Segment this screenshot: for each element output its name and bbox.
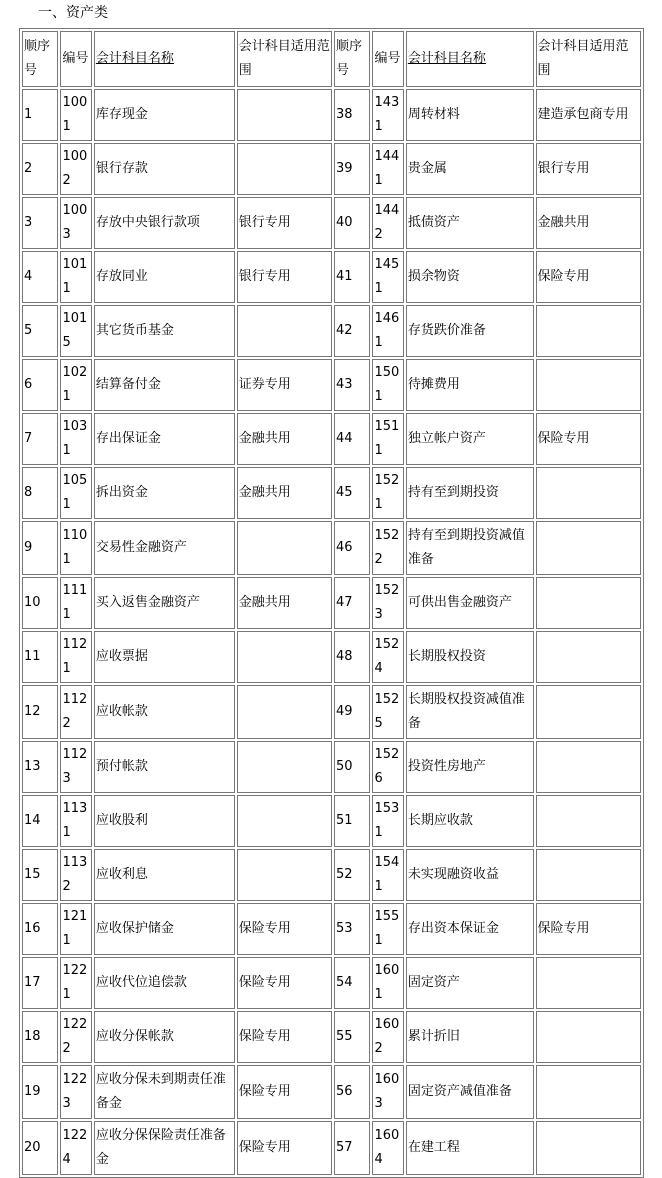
table-row [22, 305, 641, 357]
cell-scope-right: 银行专用 [536, 143, 641, 195]
cell-scope-left [237, 685, 332, 739]
cell-seq-right: 45 [334, 467, 370, 519]
cell-scope-left: 银行专用 [237, 197, 332, 249]
cell-scope-right [536, 359, 641, 411]
cell-seq-right: 52 [334, 849, 370, 901]
header-row [22, 31, 641, 87]
table-row [22, 251, 641, 303]
table-row [22, 1121, 641, 1175]
cell-scope-left: 证券专用 [237, 359, 332, 411]
cell-scope-left [237, 143, 332, 195]
cell-seq-right: 39 [334, 143, 370, 195]
cell-seq-right: 56 [334, 1065, 370, 1119]
accounts-table [19, 28, 644, 1178]
cell-name-left: 应收股利 [94, 795, 235, 847]
cell-name-left: 应收保护储金 [94, 903, 235, 955]
cell-scope-right [536, 1011, 641, 1063]
cell-code-left: 1224 [60, 1121, 91, 1175]
cell-seq-left: 7 [22, 413, 58, 465]
cell-seq-left: 2 [22, 143, 58, 195]
cell-code-left: 1111 [60, 577, 91, 629]
cell-scope-right: 保险专用 [536, 413, 641, 465]
table-row [22, 359, 641, 411]
cell-seq-left: 20 [22, 1121, 58, 1175]
cell-name-left: 应收帐款 [94, 685, 235, 739]
cell-seq-left: 4 [22, 251, 58, 303]
cell-name-right: 在建工程 [406, 1121, 534, 1175]
cell-name-left: 应收利息 [94, 849, 235, 901]
cell-name-right: 投资性房地产 [406, 741, 534, 793]
cell-name-left: 其它货币基金 [94, 305, 235, 357]
cell-name-left: 应收分保保险责任准备金 [94, 1121, 235, 1175]
cell-name-right: 周转材料 [406, 89, 534, 141]
cell-code-right: 1442 [372, 197, 403, 249]
cell-scope-right [536, 631, 641, 683]
cell-code-right: 1602 [372, 1011, 403, 1063]
cell-scope-left: 保险专用 [237, 957, 332, 1009]
header-seq-left: 顺序号 [22, 31, 58, 87]
table-row [22, 143, 641, 195]
cell-seq-right: 57 [334, 1121, 370, 1175]
cell-scope-right [536, 521, 641, 575]
cell-name-right: 贵金属 [406, 143, 534, 195]
cell-name-left: 存出保证金 [94, 413, 235, 465]
cell-name-left: 应收票据 [94, 631, 235, 683]
table-body [22, 31, 641, 1175]
cell-seq-left: 3 [22, 197, 58, 249]
cell-code-left: 1121 [60, 631, 91, 683]
cell-name-right: 长期应收款 [406, 795, 534, 847]
cell-seq-left: 16 [22, 903, 58, 955]
cell-code-right: 1604 [372, 1121, 403, 1175]
cell-code-right: 1541 [372, 849, 403, 901]
cell-code-right: 1523 [372, 577, 403, 629]
cell-name-right: 长期股权投资 [406, 631, 534, 683]
cell-code-left: 1003 [60, 197, 91, 249]
cell-seq-right: 41 [334, 251, 370, 303]
cell-code-left: 1131 [60, 795, 91, 847]
cell-seq-right: 40 [334, 197, 370, 249]
cell-scope-left [237, 631, 332, 683]
cell-scope-right: 保险专用 [536, 251, 641, 303]
header-scope-right: 会计科目适用范围 [536, 31, 641, 87]
cell-code-left: 1001 [60, 89, 91, 141]
cell-scope-left: 保险专用 [237, 1065, 332, 1119]
cell-code-left: 1051 [60, 467, 91, 519]
cell-code-left: 1132 [60, 849, 91, 901]
table-row [22, 89, 641, 141]
cell-code-right: 1526 [372, 741, 403, 793]
cell-code-right: 1551 [372, 903, 403, 955]
cell-code-right: 1501 [372, 359, 403, 411]
cell-scope-left: 金融共用 [237, 413, 332, 465]
cell-scope-left [237, 305, 332, 357]
cell-seq-left: 10 [22, 577, 58, 629]
cell-scope-right [536, 1121, 641, 1175]
cell-scope-left [237, 741, 332, 793]
table-row [22, 957, 641, 1009]
cell-seq-left: 9 [22, 521, 58, 575]
cell-scope-right: 保险专用 [536, 903, 641, 955]
cell-code-right: 1441 [372, 143, 403, 195]
cell-name-right: 未实现融资收益 [406, 849, 534, 901]
cell-seq-left: 11 [22, 631, 58, 683]
cell-seq-left: 5 [22, 305, 58, 357]
cell-code-right: 1524 [372, 631, 403, 683]
cell-code-right: 1451 [372, 251, 403, 303]
cell-scope-right [536, 685, 641, 739]
header-name-right: 会计科目名称 [406, 31, 534, 87]
cell-seq-right: 48 [334, 631, 370, 683]
cell-scope-right [536, 795, 641, 847]
cell-seq-left: 12 [22, 685, 58, 739]
cell-seq-right: 46 [334, 521, 370, 575]
cell-code-left: 1223 [60, 1065, 91, 1119]
cell-name-right: 存出资本保证金 [406, 903, 534, 955]
cell-scope-left: 保险专用 [237, 903, 332, 955]
cell-seq-right: 55 [334, 1011, 370, 1063]
cell-seq-right: 42 [334, 305, 370, 357]
table-row [22, 903, 641, 955]
cell-code-left: 1002 [60, 143, 91, 195]
cell-scope-left: 保险专用 [237, 1121, 332, 1175]
cell-name-left: 应收分保帐款 [94, 1011, 235, 1063]
table-row [22, 849, 641, 901]
cell-name-left: 交易性金融资产 [94, 521, 235, 575]
cell-scope-right [536, 957, 641, 1009]
cell-name-right: 固定资产 [406, 957, 534, 1009]
cell-code-left: 1031 [60, 413, 91, 465]
cell-name-right: 损余物资 [406, 251, 534, 303]
header-scope-left: 会计科目适用范围 [237, 31, 332, 87]
cell-scope-left [237, 521, 332, 575]
table-row [22, 631, 641, 683]
cell-name-left: 存放中央银行款项 [94, 197, 235, 249]
cell-name-right: 固定资产减值准备 [406, 1065, 534, 1119]
table-row [22, 197, 641, 249]
cell-name-right: 可供出售金融资产 [406, 577, 534, 629]
cell-seq-right: 51 [334, 795, 370, 847]
cell-code-left: 1222 [60, 1011, 91, 1063]
cell-name-left: 预付帐款 [94, 741, 235, 793]
table-row [22, 741, 641, 793]
header-code-right: 编号 [372, 31, 403, 87]
cell-seq-left: 18 [22, 1011, 58, 1063]
cell-name-right: 存货跌价准备 [406, 305, 534, 357]
cell-seq-right: 53 [334, 903, 370, 955]
table-row [22, 685, 641, 739]
cell-code-right: 1603 [372, 1065, 403, 1119]
cell-scope-left: 保险专用 [237, 1011, 332, 1063]
cell-scope-right [536, 577, 641, 629]
cell-seq-left: 1 [22, 89, 58, 141]
cell-name-right: 累计折旧 [406, 1011, 534, 1063]
cell-seq-left: 19 [22, 1065, 58, 1119]
cell-seq-left: 8 [22, 467, 58, 519]
cell-code-right: 1431 [372, 89, 403, 141]
cell-scope-left [237, 795, 332, 847]
cell-scope-left: 金融共用 [237, 467, 332, 519]
cell-seq-left: 6 [22, 359, 58, 411]
cell-seq-left: 13 [22, 741, 58, 793]
cell-seq-right: 54 [334, 957, 370, 1009]
cell-seq-left: 17 [22, 957, 58, 1009]
cell-seq-right: 47 [334, 577, 370, 629]
cell-scope-right [536, 1065, 641, 1119]
cell-code-right: 1531 [372, 795, 403, 847]
cell-name-right: 持有至到期投资 [406, 467, 534, 519]
table-row [22, 467, 641, 519]
cell-code-left: 1015 [60, 305, 91, 357]
header-name-left: 会计科目名称 [94, 31, 235, 87]
cell-code-left: 1021 [60, 359, 91, 411]
cell-scope-right [536, 849, 641, 901]
cell-name-left: 买入返售金融资产 [94, 577, 235, 629]
cell-scope-right [536, 305, 641, 357]
cell-seq-left: 15 [22, 849, 58, 901]
table-row [22, 413, 641, 465]
header-code-left: 编号 [60, 31, 91, 87]
cell-code-right: 1522 [372, 521, 403, 575]
section-title: 一、资产类 [38, 5, 108, 21]
cell-scope-right: 建造承包商专用 [536, 89, 641, 141]
cell-code-left: 1211 [60, 903, 91, 955]
cell-seq-left: 14 [22, 795, 58, 847]
cell-scope-left [237, 849, 332, 901]
cell-seq-right: 50 [334, 741, 370, 793]
header-seq-right: 顺序号 [334, 31, 370, 87]
cell-seq-right: 43 [334, 359, 370, 411]
cell-code-right: 1601 [372, 957, 403, 1009]
cell-name-left: 应收分保未到期责任准备金 [94, 1065, 235, 1119]
cell-seq-right: 38 [334, 89, 370, 141]
cell-name-left: 应收代位追偿款 [94, 957, 235, 1009]
cell-name-right: 待摊费用 [406, 359, 534, 411]
cell-code-left: 1101 [60, 521, 91, 575]
cell-name-left: 库存现金 [94, 89, 235, 141]
cell-code-right: 1525 [372, 685, 403, 739]
cell-code-left: 1122 [60, 685, 91, 739]
table-row [22, 521, 641, 575]
cell-scope-right: 金融共用 [536, 197, 641, 249]
cell-name-left: 银行存款 [94, 143, 235, 195]
cell-scope-left: 银行专用 [237, 251, 332, 303]
cell-code-right: 1521 [372, 467, 403, 519]
cell-code-left: 1011 [60, 251, 91, 303]
cell-name-left: 拆出资金 [94, 467, 235, 519]
cell-code-left: 1221 [60, 957, 91, 1009]
cell-scope-right [536, 467, 641, 519]
cell-seq-right: 49 [334, 685, 370, 739]
cell-name-right: 抵债资产 [406, 197, 534, 249]
cell-name-left: 存放同业 [94, 251, 235, 303]
cell-scope-left: 金融共用 [237, 577, 332, 629]
table-row [22, 1011, 641, 1063]
table-row [22, 795, 641, 847]
cell-code-right: 1511 [372, 413, 403, 465]
cell-name-right: 持有至到期投资减值准备 [406, 521, 534, 575]
cell-name-left: 结算备付金 [94, 359, 235, 411]
cell-code-left: 1123 [60, 741, 91, 793]
cell-seq-right: 44 [334, 413, 370, 465]
cell-name-right: 长期股权投资减值准备 [406, 685, 534, 739]
cell-code-right: 1461 [372, 305, 403, 357]
cell-name-right: 独立帐户资产 [406, 413, 534, 465]
table-row [22, 577, 641, 629]
cell-scope-right [536, 741, 641, 793]
cell-scope-left [237, 89, 332, 141]
table-row [22, 1065, 641, 1119]
